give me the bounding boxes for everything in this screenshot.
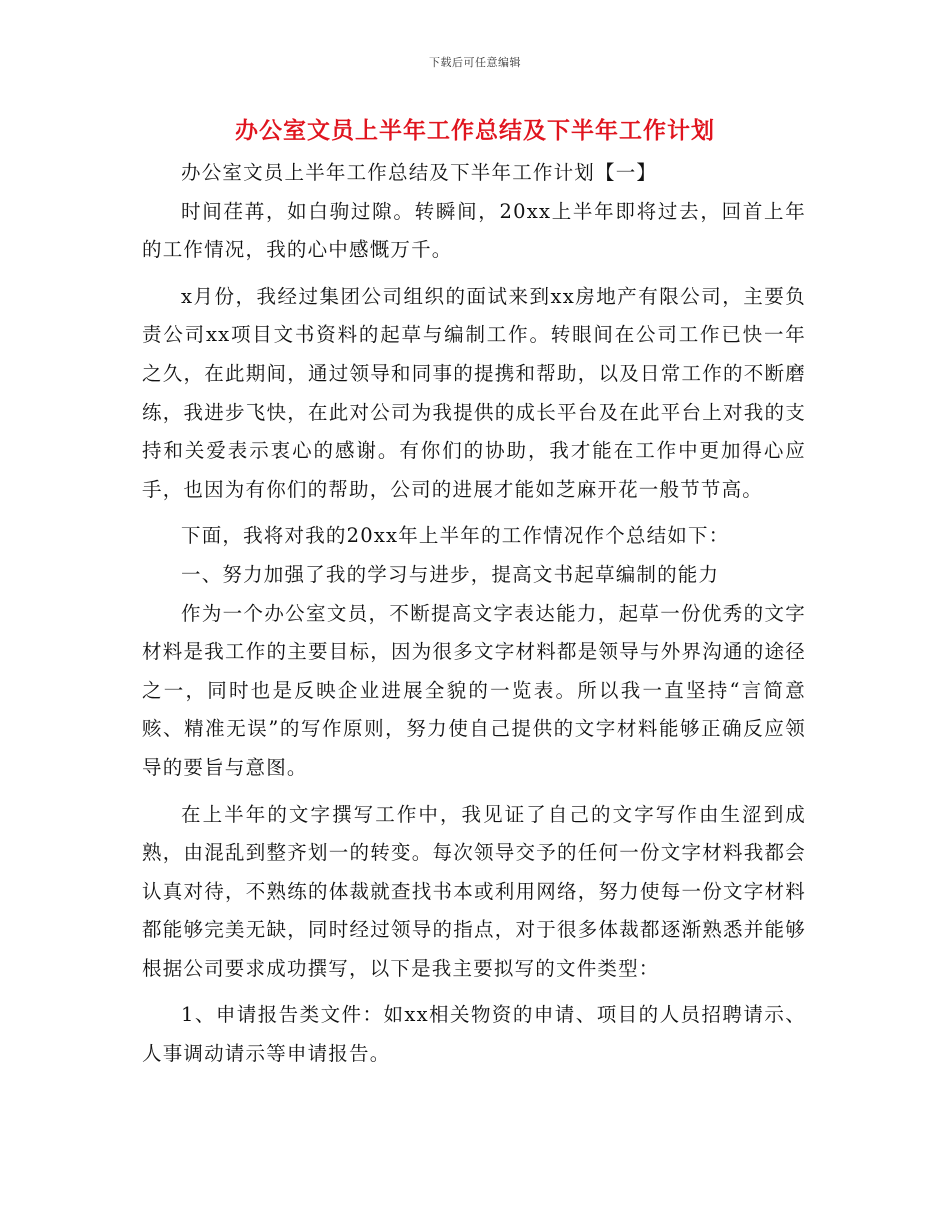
paragraph: 下面，我将对我的20xx年上半年的工作情况作个总结如下：	[181, 524, 730, 548]
paragraph: 作为一个办公室文员，不断提高文字表达能力，起草一份优秀的文字材料是我工作的主要目标，因为很多文字材料都是领导与外界沟通的途径之一，同时也是反映企业进展全貌的一览表。所以我一直坚持“言简意赅、精准无误”的写作原则，努力使自己提供的文字材料能够正确反应领导的要旨与意图。	[142, 601, 806, 779]
section-heading: 一、努力加强了我的学习与进步，提高文书起草编制的能力	[181, 562, 720, 586]
document-body	[142, 154, 806, 1074]
paragraph: 时间荏苒，如白驹过隙。转瞬间，20xx上半年即将过去，回首上年的工作情况，我的心中感慨万千。	[142, 199, 806, 262]
document-title: 办公室文员上半年工作总结及下半年工作计划	[235, 118, 715, 144]
paragraph: x月份，我经过集团公司组织的面试来到xx房地产有限公司，主要负责公司xx项目文书资料的起草与编制工作。转眼间在公司工作已快一年之久，在此期间，通过领导和同事的提携和帮助，以及日常工作的不断磨练，我进步飞快，在此对公司为我提供的成长平台及在此平台上对我的支持和关爱表示衷心的感谢。有你们的协助，我才能在工作中更加得心应手，也因为有你们的帮助，公司的进展才能如芝麻开花一般节节高。	[142, 284, 806, 501]
paragraph: 在上半年的文字撰写工作中，我见证了自己的文字写作由生涩到成熟，由混乱到整齐划一的转变。每次领导交予的任何一份文字材料我都会认真对待，不熟练的体裁就查找书本或利用网络，努力使每一份文字材料都能够完美无缺，同时经过领导的指点，对于很多体裁都逐渐熟悉并能够根据公司要求成功撰写，以下是我主要拟写的文件类型：	[142, 802, 806, 980]
paragraph-subtitle: 办公室文员上半年工作总结及下半年工作计划【一】	[181, 161, 658, 184]
list-item: 1、申请报告类文件：如xx相关物资的申请、项目的人员招聘请示、人事调动请示等申请报告。	[142, 1003, 806, 1066]
header-note: 下载后可任意编辑	[429, 56, 521, 69]
